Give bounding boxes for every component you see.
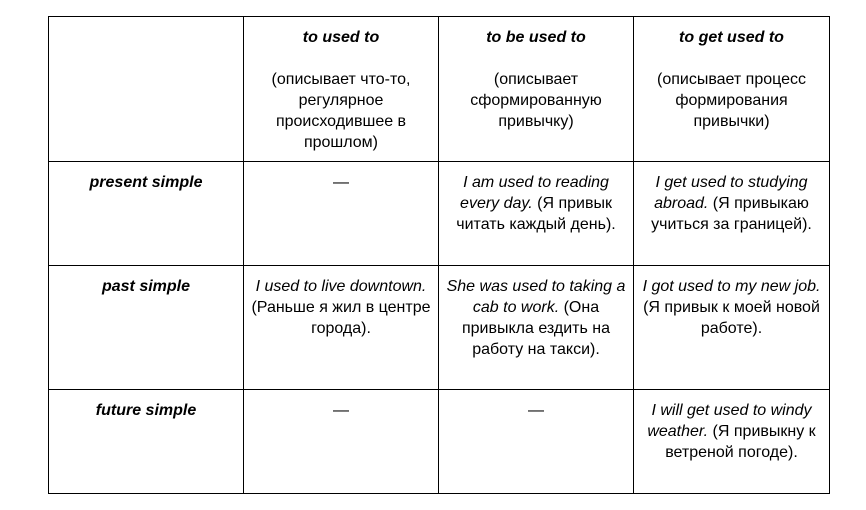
column-description-used-to: (описывает что-то, регулярное происходившее в прошлом) xyxy=(271,71,411,151)
example-sentence: I got used to my new job. xyxy=(642,278,821,295)
example-sentence: I get used to studying abroad. xyxy=(654,174,808,212)
used-to-comparison-table xyxy=(48,16,830,494)
row-label-present-simple: present simple xyxy=(49,162,244,266)
column-title-be-used-to: to be used to xyxy=(486,29,586,46)
cell-future-used-to: — xyxy=(244,390,439,494)
cell-present-get-used-to xyxy=(634,162,830,266)
column-title-used-to: to used to xyxy=(302,29,380,46)
column-description-get-used-to: (описывает процесс формирования привычки) xyxy=(656,71,807,130)
cell-present-used-to: — xyxy=(244,162,439,266)
column-description-be-used-to: (описывает сформированную привычку) xyxy=(470,71,602,130)
example-sentence: I will get used to windy weather. xyxy=(647,402,812,440)
example-translation: (Я привык к моей новой работе). xyxy=(643,299,820,337)
example-translation: (Я привык читать каждый день). xyxy=(456,195,616,233)
table-row xyxy=(49,390,830,494)
example-sentence: She was used to taking a cab to work. xyxy=(446,278,626,316)
cell-future-get-used-to xyxy=(634,390,830,494)
example-sentence: I used to live downtown. xyxy=(255,278,427,295)
cell-present-be-used-to xyxy=(439,162,634,266)
cell-past-get-used-to xyxy=(634,266,830,390)
example-translation: (Раньше я жил в центре города). xyxy=(251,299,431,337)
row-label-future-simple: future simple xyxy=(49,390,244,494)
example-sentence: I am used to reading every day. xyxy=(460,174,609,212)
cell-past-used-to xyxy=(244,266,439,390)
cell-future-be-used-to: — xyxy=(439,390,634,494)
example-translation: (Она привыкла ездить на работу на такси). xyxy=(461,299,610,358)
example-translation: (Я привыкну к ветреной погоде). xyxy=(665,423,816,461)
row-label-past-simple: past simple xyxy=(49,266,244,390)
example-translation: (Я привыкаю учиться за границей). xyxy=(651,195,812,233)
table-row xyxy=(49,162,830,266)
cell-past-be-used-to xyxy=(439,266,634,390)
header-cell-used-to xyxy=(244,17,439,162)
column-title-get-used-to: to get used to xyxy=(679,29,784,46)
table-header-row xyxy=(49,17,830,162)
header-cell-get-used-to xyxy=(634,17,830,162)
table-row xyxy=(49,266,830,390)
header-cell-be-used-to xyxy=(439,17,634,162)
header-corner-cell xyxy=(49,17,244,162)
